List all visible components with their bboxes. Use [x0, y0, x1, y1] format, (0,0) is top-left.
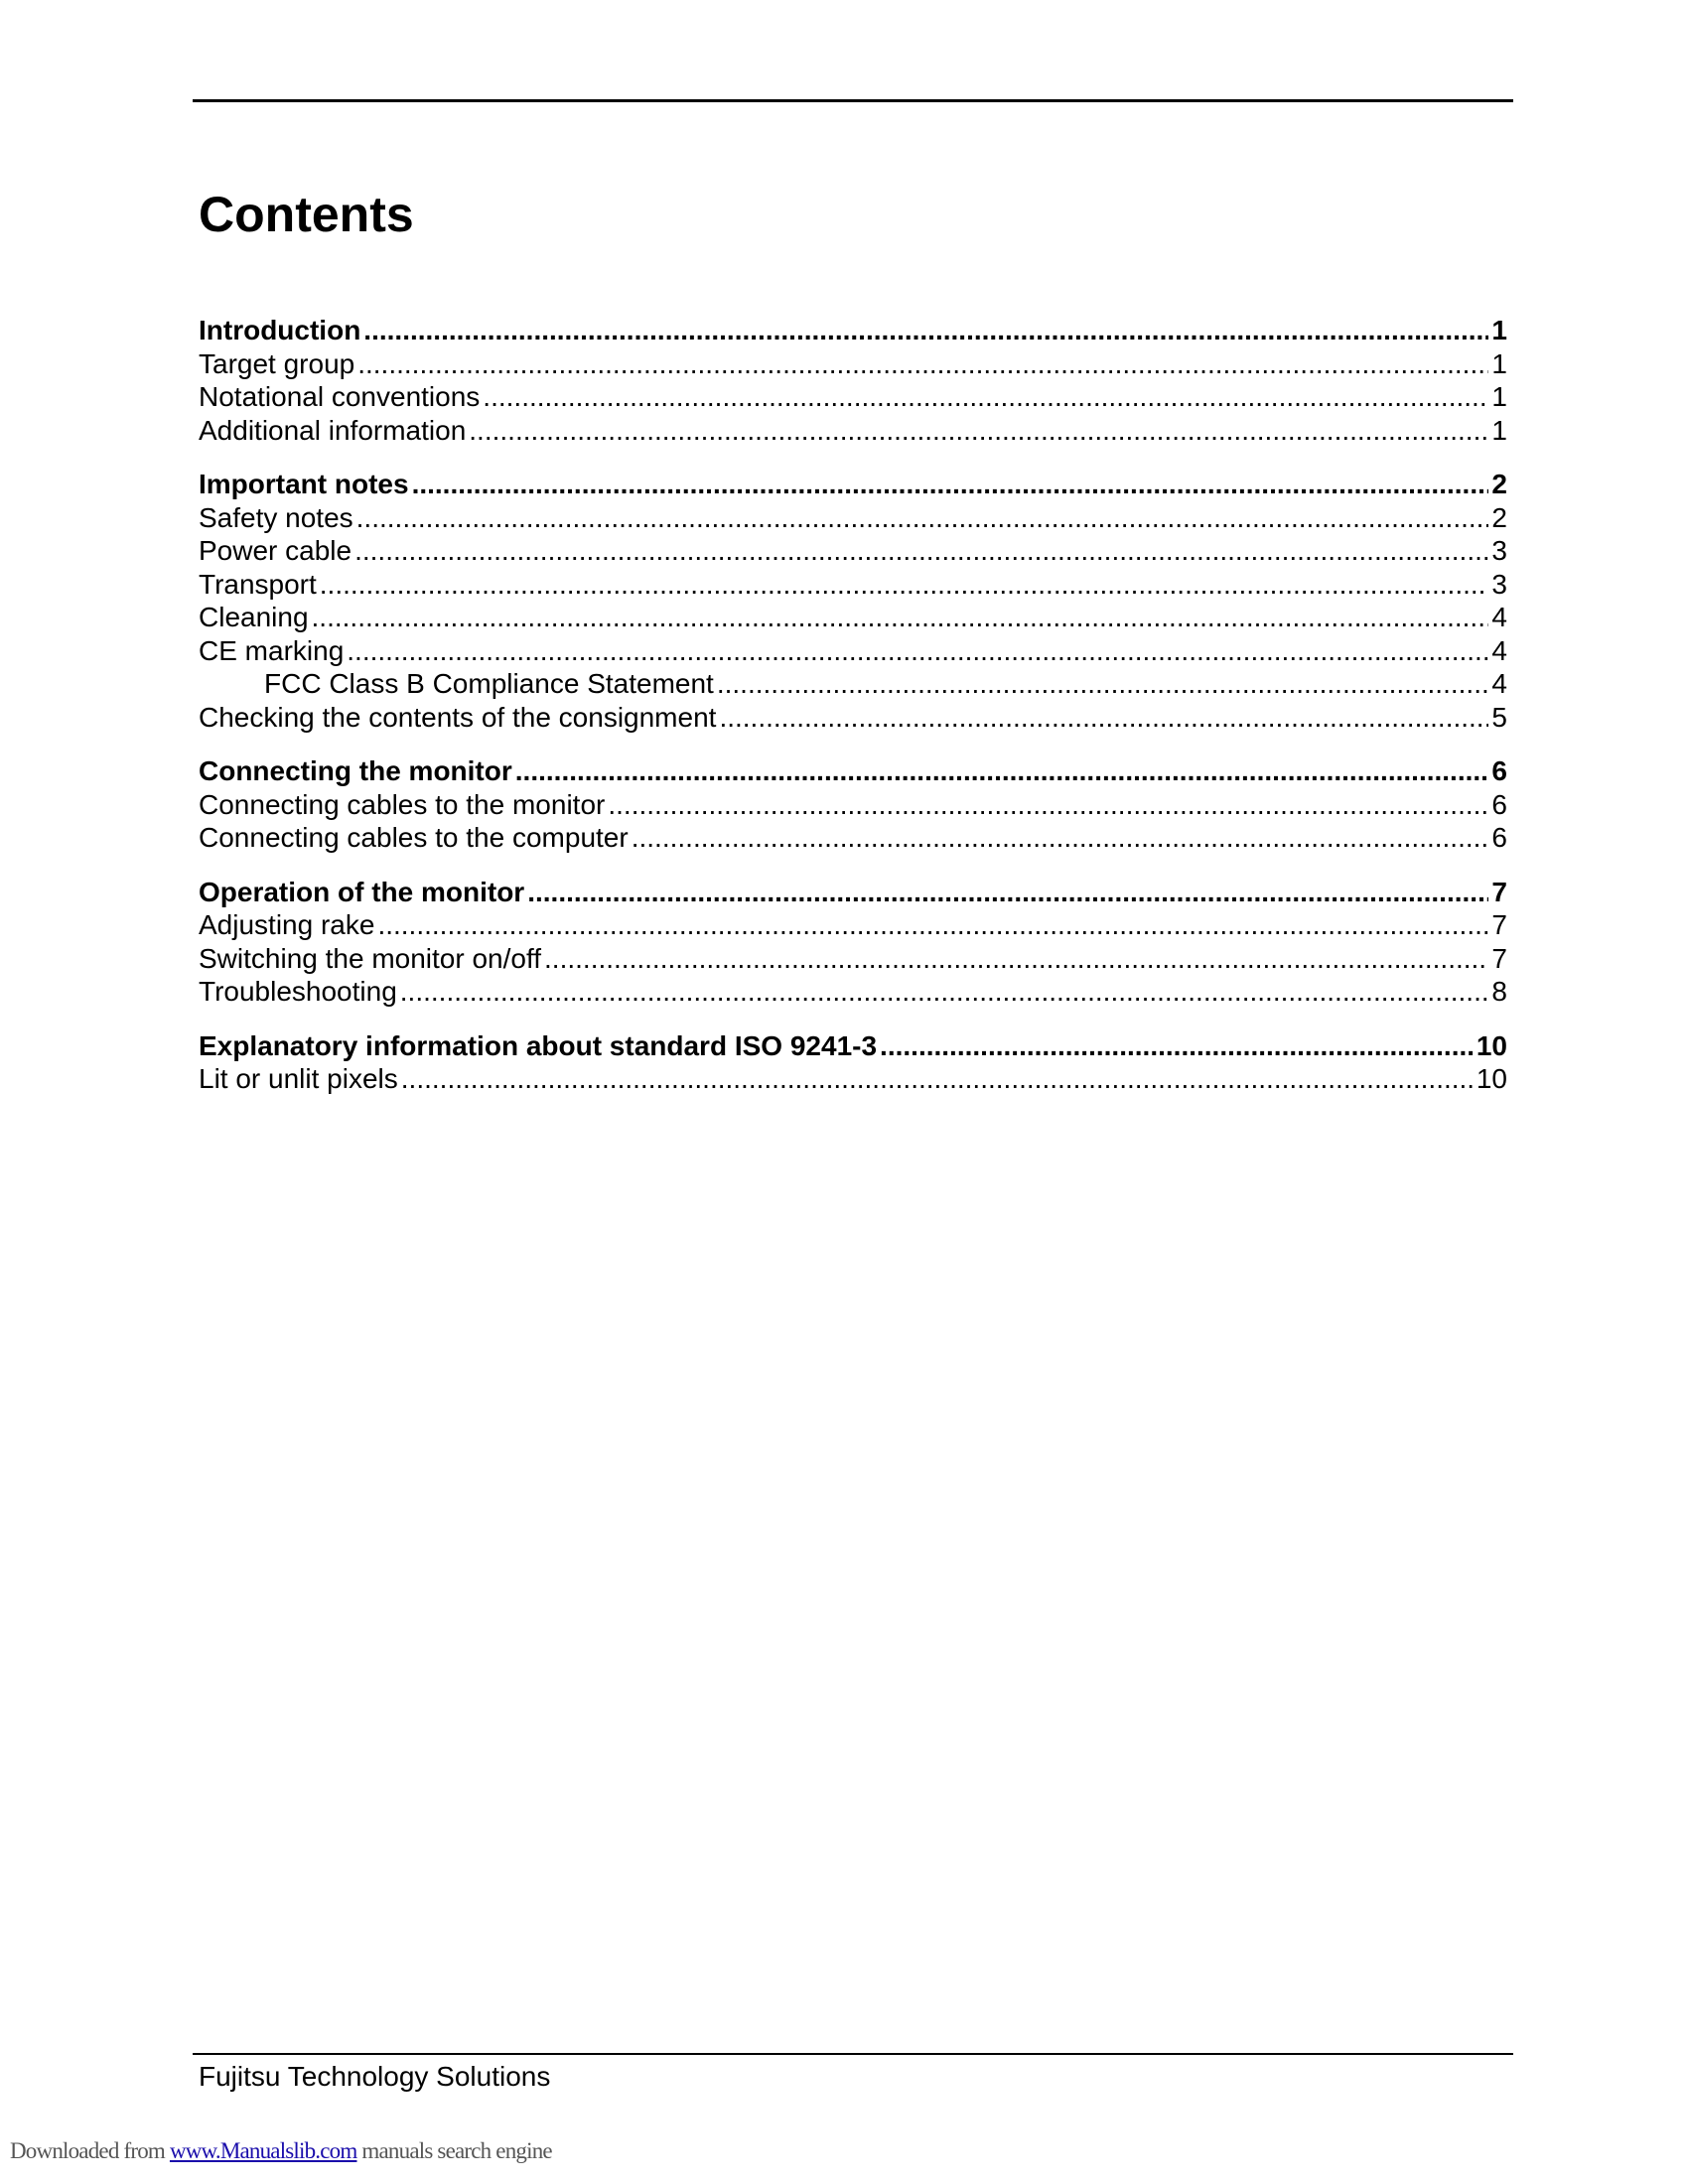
toc-entry-page-number: 2: [1491, 469, 1507, 499]
toc-leader-dots: [363, 314, 1488, 347]
toc-entry[interactable]: [199, 314, 1507, 347]
toc-leader-dots: [347, 634, 1488, 668]
toc-entry-page-number: 4: [1491, 602, 1507, 632]
toc-entry[interactable]: [199, 568, 1507, 602]
toc-leader-dots: [717, 667, 1489, 701]
toc-leader-dots: [608, 788, 1488, 822]
toc-entry-title: Connecting cables to the monitor: [199, 788, 606, 820]
toc-entry[interactable]: [199, 942, 1507, 976]
toc-leader-dots: [356, 501, 1489, 535]
header-rule: [193, 99, 1513, 102]
toc-entry-page-number: 6: [1491, 788, 1507, 820]
toc-entry-page-number: 10: [1476, 1029, 1507, 1061]
toc-entry-title: Introduction: [199, 315, 361, 345]
toc-entry-page-number: 5: [1491, 701, 1507, 733]
toc-leader-dots: [719, 701, 1488, 735]
toc-leader-dots: [401, 1062, 1474, 1096]
page-title: Contents: [199, 187, 414, 242]
toc-entry-title: Cleaning: [199, 602, 309, 632]
toc-entry-title: Notational conventions: [199, 381, 481, 412]
toc-entry-title: Important notes: [199, 469, 409, 499]
toc-entry-page-number: 1: [1491, 381, 1507, 412]
toc-entry[interactable]: [199, 975, 1507, 1009]
toc-leader-dots: [632, 821, 1489, 855]
toc-entry[interactable]: [199, 634, 1507, 668]
toc-entry-page-number: 6: [1491, 755, 1507, 786]
download-note: [10, 2136, 552, 2166]
toc-entry[interactable]: [199, 754, 1507, 788]
toc-entry-title: Connecting cables to the computer: [199, 822, 629, 853]
toc-leader-dots: [515, 754, 1489, 788]
toc-entry[interactable]: [199, 347, 1507, 381]
toc-leader-dots: [544, 942, 1488, 976]
toc-entry-page-number: 8: [1491, 976, 1507, 1007]
toc-entry-page-number: 4: [1491, 634, 1507, 666]
toc-entry[interactable]: [199, 1062, 1507, 1096]
toc-entry-title: Safety notes: [199, 501, 353, 533]
toc-entry-page-number: 1: [1491, 315, 1507, 345]
toc-entry-page-number: 7: [1491, 909, 1507, 940]
table-of-contents: [199, 314, 1507, 1096]
toc-entry[interactable]: [199, 468, 1507, 501]
toc-leader-dots: [880, 1029, 1474, 1063]
toc-entry-page-number: 10: [1476, 1063, 1507, 1094]
toc-entry-page-number: 7: [1491, 876, 1507, 907]
toc-entry-page-number: 7: [1491, 942, 1507, 974]
toc-entry[interactable]: [199, 1029, 1507, 1063]
toc-entry[interactable]: [199, 821, 1507, 855]
toc-entry-title: CE marking: [199, 634, 345, 666]
toc-entry[interactable]: [199, 380, 1507, 414]
toc-leader-dots: [400, 975, 1489, 1009]
toc-leader-dots: [412, 468, 1489, 501]
toc-entry-title: Checking the contents of the consignment: [199, 701, 717, 733]
toc-entry-page-number: 4: [1491, 668, 1507, 699]
toc-leader-dots: [527, 876, 1488, 909]
toc-entry-title: Adjusting rake: [199, 909, 375, 940]
toc-leader-dots: [312, 601, 1489, 634]
toc-leader-dots: [469, 414, 1488, 448]
toc-entry-title: Target group: [199, 347, 355, 379]
toc-entry-page-number: 1: [1491, 414, 1507, 446]
toc-entry-title: Transport: [199, 568, 317, 600]
toc-entry[interactable]: [199, 667, 1507, 701]
toc-entry[interactable]: [199, 534, 1507, 568]
toc-entry-title: FCC Class B Compliance Statement: [264, 668, 714, 699]
footer-rule: [193, 2053, 1513, 2055]
toc-entry-title: Switching the monitor on/off: [199, 942, 542, 974]
toc-leader-dots: [377, 908, 1488, 942]
toc-entry-title: Power cable: [199, 535, 352, 566]
toc-entry-page-number: 3: [1491, 568, 1507, 600]
toc-entry-page-number: 3: [1491, 535, 1507, 566]
toc-entry[interactable]: [199, 414, 1507, 448]
toc-leader-dots: [354, 534, 1488, 568]
toc-leader-dots: [483, 380, 1488, 414]
toc-entry-title: Troubleshooting: [199, 976, 397, 1007]
toc-leader-dots: [320, 568, 1489, 602]
toc-entry-page-number: 2: [1491, 501, 1507, 533]
toc-entry-page-number: 6: [1491, 822, 1507, 853]
toc-entry[interactable]: [199, 876, 1507, 909]
toc-entry[interactable]: [199, 788, 1507, 822]
toc-leader-dots: [357, 347, 1488, 381]
footer-company-name: Fujitsu Technology Solutions: [199, 2061, 551, 2092]
toc-entry[interactable]: [199, 501, 1507, 535]
toc-entry[interactable]: [199, 908, 1507, 942]
toc-entry[interactable]: [199, 701, 1507, 735]
download-prefix: Downloaded from: [10, 2138, 170, 2163]
toc-entry[interactable]: [199, 601, 1507, 634]
toc-entry-title: Lit or unlit pixels: [199, 1063, 398, 1094]
download-suffix: manuals search engine: [356, 2138, 552, 2163]
manualslib-link[interactable]: www.Manualslib.com: [169, 2138, 357, 2163]
toc-entry-title: Additional information: [199, 414, 467, 446]
toc-entry-page-number: 1: [1491, 347, 1507, 379]
toc-entry-title: Connecting the monitor: [199, 755, 512, 786]
toc-entry-title: Explanatory information about standard ISO 9241-3: [199, 1029, 878, 1061]
toc-entry-title: Operation of the monitor: [199, 876, 525, 907]
